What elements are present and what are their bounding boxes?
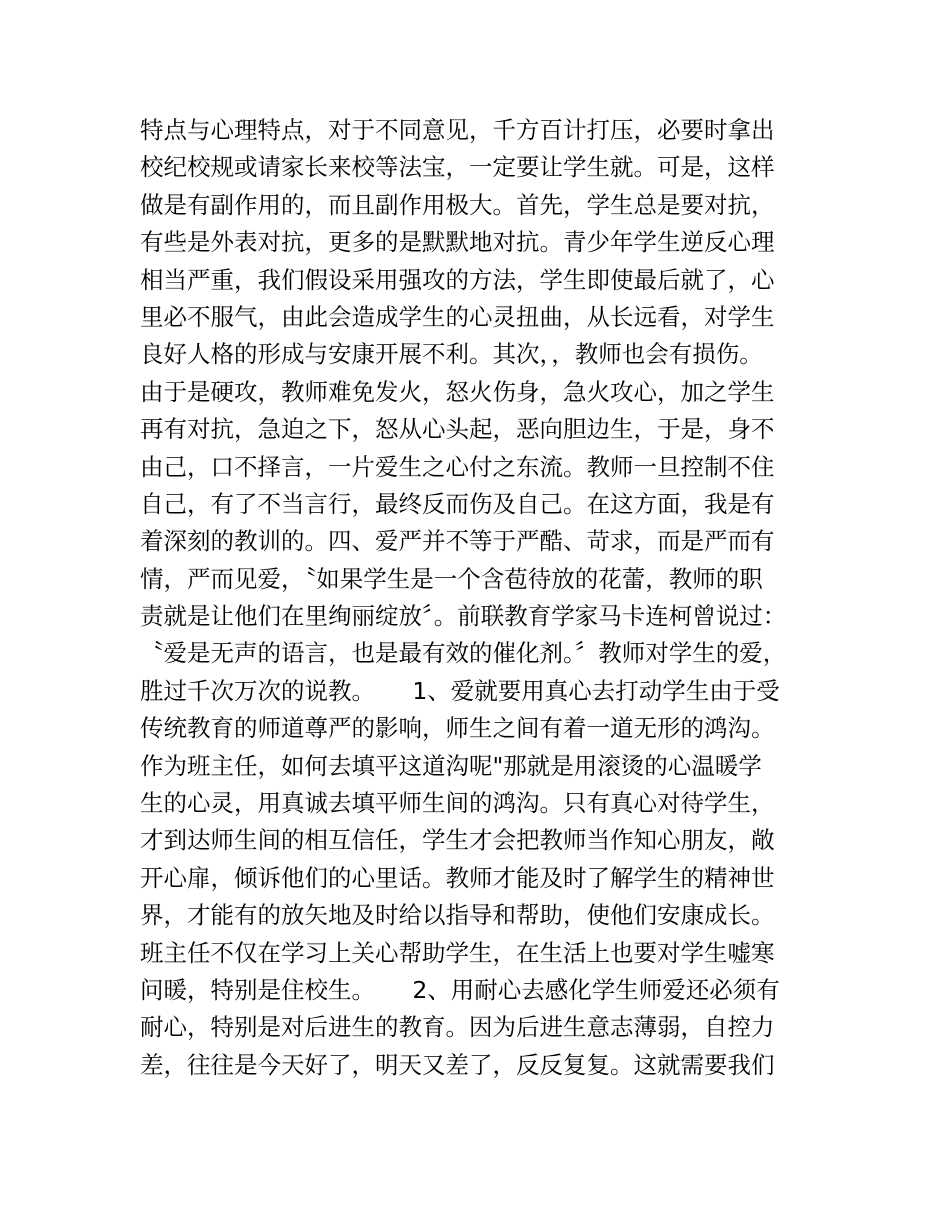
text-line: 由己，口不择言，一片爱生之心付之东流。教师一旦控制不住 [140,452,775,481]
text-line: 着深刻的教训的。四、爱严并不等于严酷、苛求，而是严而有 [140,527,775,556]
text-line: 里必不服气，由此会造成学生的心灵扭曲，从长远看，对学生 [140,302,775,331]
text-line: 良好人格的形成与安康开展不利。其次，，教师也会有损伤。 [140,340,763,369]
body-text [140,112,840,1084]
text-line: 校纪校规或请家长来校等法宝，一定要让学生就。可是，这样 [140,153,775,182]
text-line: 差，往往是今天好了，明天又差了，反反复复。这就需要我们 [140,1050,775,1079]
text-line: 自己，有了不当言行，最终反而伤及自己。在这方面，我是有 [140,489,775,518]
text-line: 有些是外表对抗，更多的是默默地对抗。青少年学生逆反心理 [140,228,775,257]
text-line: 相当严重，我们假设采用强攻的方法，学生即使最后就了，心 [140,265,775,294]
text-line: 情，严而见爱，〝如果学生是一个含苞待放的花蕾，教师的职 [140,564,763,593]
text-line: 特点与心理特点，对于不同意见，千方百计打压，必要时拿出 [140,116,775,144]
text-line: 再有对抗，急迫之下，怒从心头起，恶向胆边生，于是，身不 [140,415,775,444]
text-line: 界，才能有的放矢地及时给以指导和帮助，使他们安康成长。 [140,901,775,930]
text-line: 由于是硬攻，教师难免发火，怒火伤身，急火攻心，加之学生 [140,377,775,406]
text-line: 开心扉，倾诉他们的心里话。教师才能及时了解学生的精神世 [140,863,775,892]
text-line: 责就是让他们在里绚丽绽放〞。前联教育学家马卡连柯曾说过： [140,602,787,631]
text-line: 生的心灵，用真诚去填平师生间的鸿沟。只有真心对待学生， [140,789,775,818]
text-line: 作为班主任，如何去填平这道沟呢"那就是用滚烫的心温暖学 [140,751,762,780]
text-line: 耐心，特别是对后进生的教育。因为后进生意志薄弱，自控力 [140,1013,775,1042]
text-line: 传统教育的师道尊严的影响，师生之间有着一道无形的鸿沟。 [140,714,775,743]
text-line: 做是有副作用的，而且副作用极大。首先，学生总是要对抗， [140,190,775,219]
text-line: 班主任不仅在学习上关心帮助学生，在生活上也要对学生嘘寒 [140,938,775,967]
text-line: 胜过千次万次的说教。 1、爱就要用真心去打动学生由于受 [140,676,780,705]
text-line: 〝爱是无声的语言，也是最有效的催化剂。〞教师对学生的爱， [140,639,787,668]
text-line: 才到达师生间的相互信任，学生才会把教师当作知心朋友，敞 [140,826,775,855]
text-line: 问暖，特别是住校生。 2、用耐心去感化学生师爱还必须有 [140,975,780,1004]
